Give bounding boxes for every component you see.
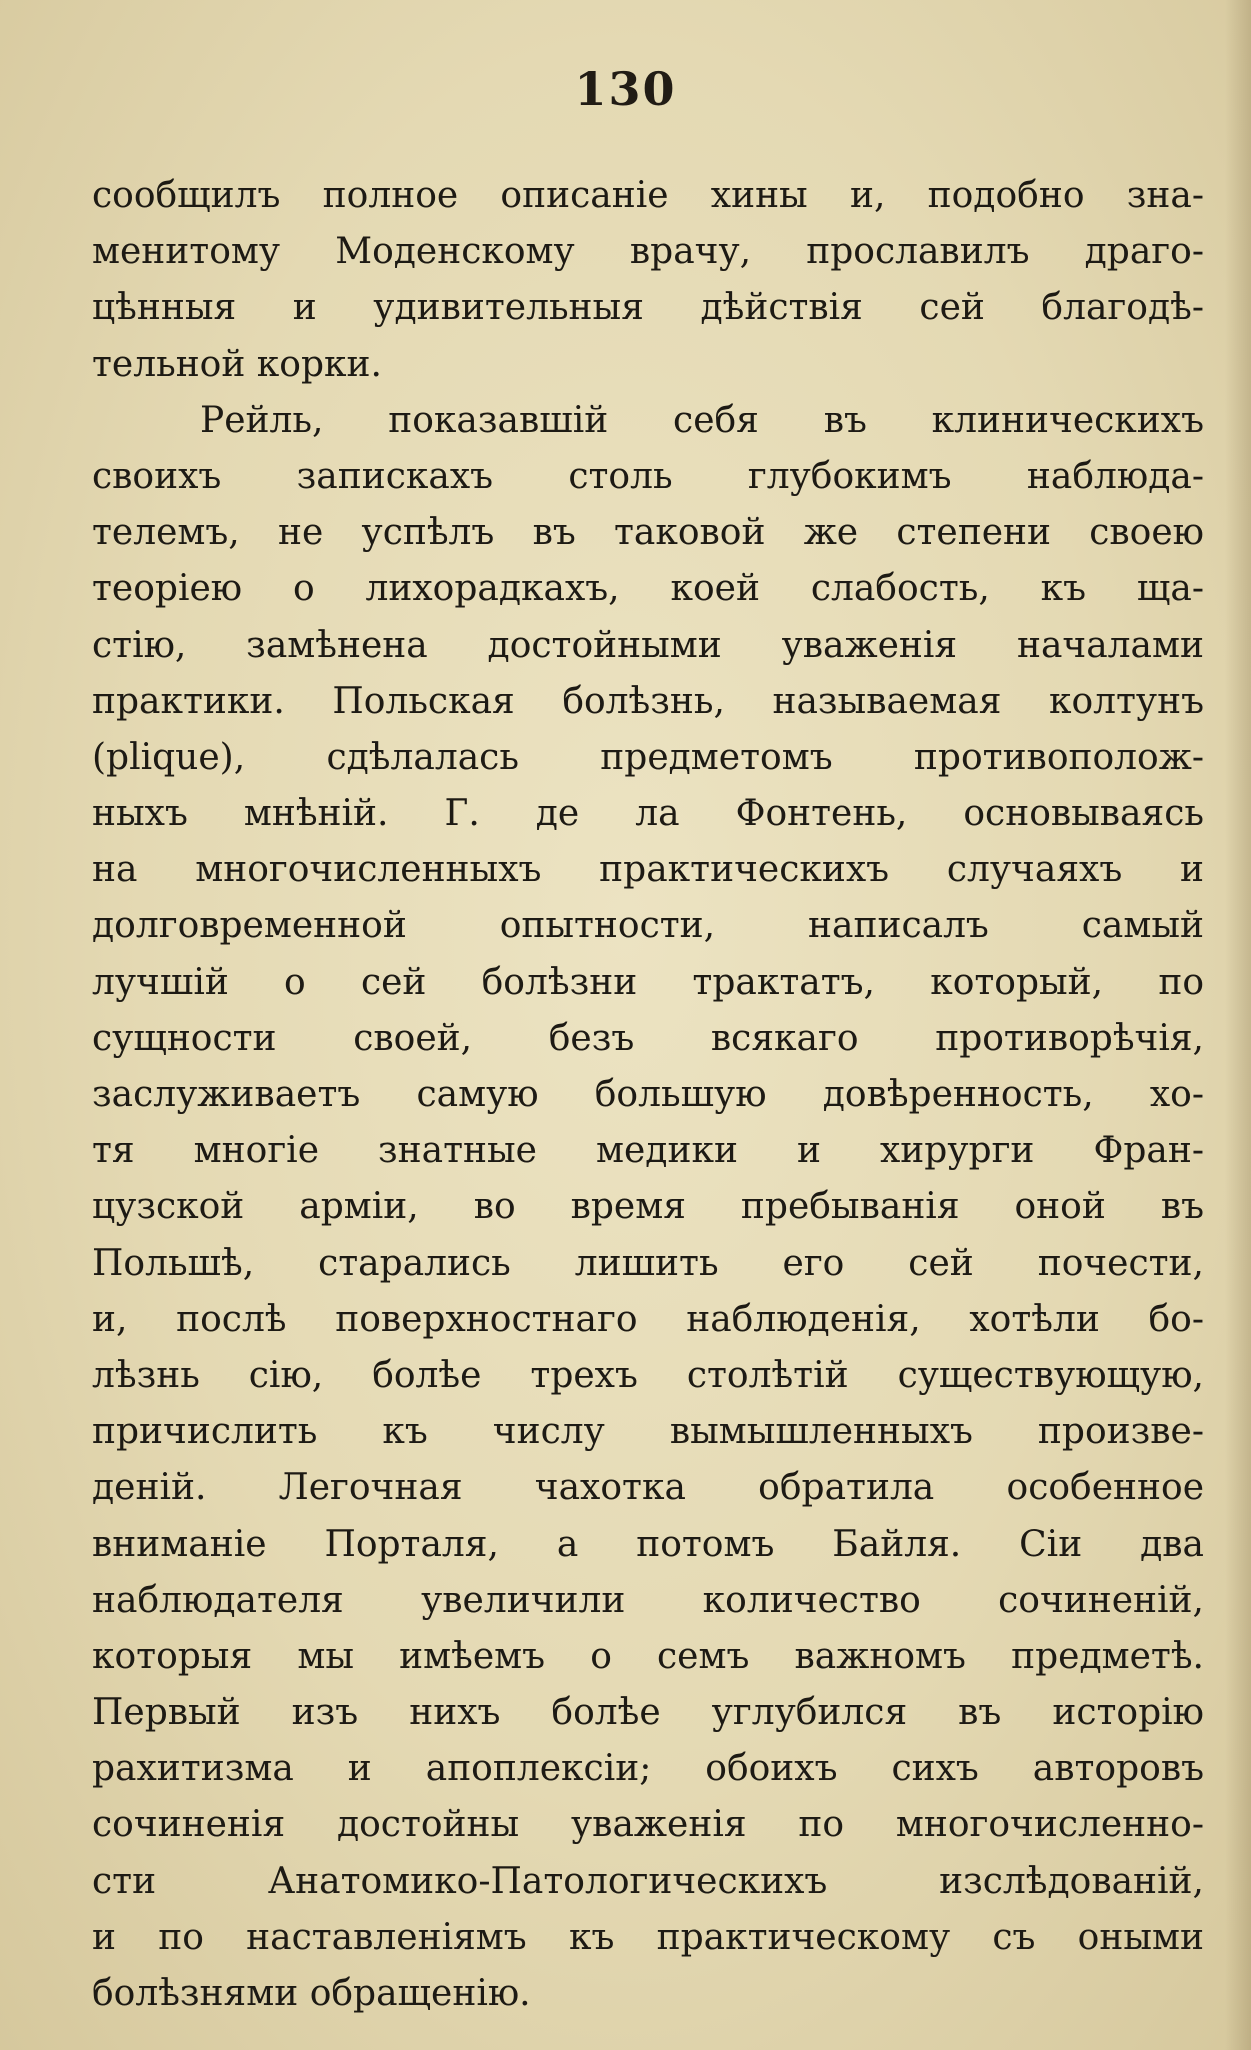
text-line: рахитизма и апоплексіи; обоихъ сихъ авторовъ — [92, 1748, 1204, 1790]
text-line: стію, замѣнена достойными уваженія началами — [92, 624, 1204, 666]
text-line: Первый изъ нихъ болѣе углубился въ исторію — [92, 1692, 1204, 1734]
text-line: цѣнныя и удивительныя дѣйствія сей благодѣ- — [92, 287, 1204, 329]
text-line: и по наставленіямъ къ практическому съ оными — [92, 1916, 1204, 1958]
text-line: практики. Польская болѣзнь, называемая колтунъ — [92, 680, 1204, 722]
page-edge-shadow — [1225, 0, 1251, 2050]
page-number: 130 — [574, 62, 677, 116]
body-text — [92, 168, 1204, 2022]
text-line: деній. Легочная чахотка обратила особенное — [92, 1467, 1204, 1509]
text-line: причислить къ числу вымышленныхъ произве- — [92, 1411, 1204, 1453]
text-line: болѣзнями обращенію. — [92, 1973, 531, 2014]
text-line: ныхъ мнѣній. Г. де ла Фонтень, основываясь — [92, 793, 1204, 835]
text-line: лучшій о сей болѣзни трактатъ, который, по — [92, 961, 1204, 1003]
text-line: сущности своей, безъ всякаго противорѣчія, — [92, 1017, 1204, 1059]
text-line: и, послѣ поверхностнаго наблюденія, хотѣли бо- — [92, 1298, 1204, 1340]
text-line: сочиненія достойны уваженія по многочисленно- — [92, 1804, 1204, 1846]
text-line: лѣзнь сію, болѣе трехъ столѣтій существующую, — [92, 1354, 1204, 1396]
text-line: тельной корки. — [92, 343, 382, 385]
text-line: (plique), сдѣлалась предметомъ противополож- — [92, 736, 1204, 778]
text-line: сообщилъ полное описаніе хины и, подобно зна- — [92, 175, 1204, 216]
text-line: на многочисленныхъ практическихъ случаяхъ и — [92, 849, 1204, 891]
text-line: заслуживаетъ самую большую довѣренность, хо- — [92, 1074, 1204, 1115]
text-line: которыя мы имѣемъ о семъ важномъ предметѣ. — [92, 1635, 1204, 1677]
text-line: вниманіе Порталя, а потомъ Байля. Сіи два — [92, 1523, 1204, 1565]
text-line: менитому Моденскому врачу, прославилъ драго- — [92, 231, 1204, 273]
text-line: своихъ запискахъ столь глубокимъ наблюда- — [92, 455, 1204, 497]
text-line: цузской арміи, во время пребыванія оной въ — [92, 1186, 1204, 1228]
text-line: телемъ, не успѣлъ въ таковой же степени своею — [92, 512, 1204, 554]
text-line: тя многіе знатные медики и хирурги Фран- — [92, 1130, 1204, 1172]
text-line: наблюдателя увеличили количество сочиненій, — [92, 1579, 1204, 1621]
text-line: Польшѣ, старались лишить его сей почести, — [92, 1242, 1204, 1284]
text-line: долговременной опытности, написалъ самый — [92, 905, 1204, 947]
text-line: теоріею о лихорадкахъ, коей слабость, къ ща- — [92, 568, 1204, 610]
paragraph-start-line: Рейль, показавшій себя въ клиническихъ — [200, 399, 1204, 441]
text-line: сти Анатомико-Патологическихъ изслѣдованій, — [92, 1860, 1204, 1902]
